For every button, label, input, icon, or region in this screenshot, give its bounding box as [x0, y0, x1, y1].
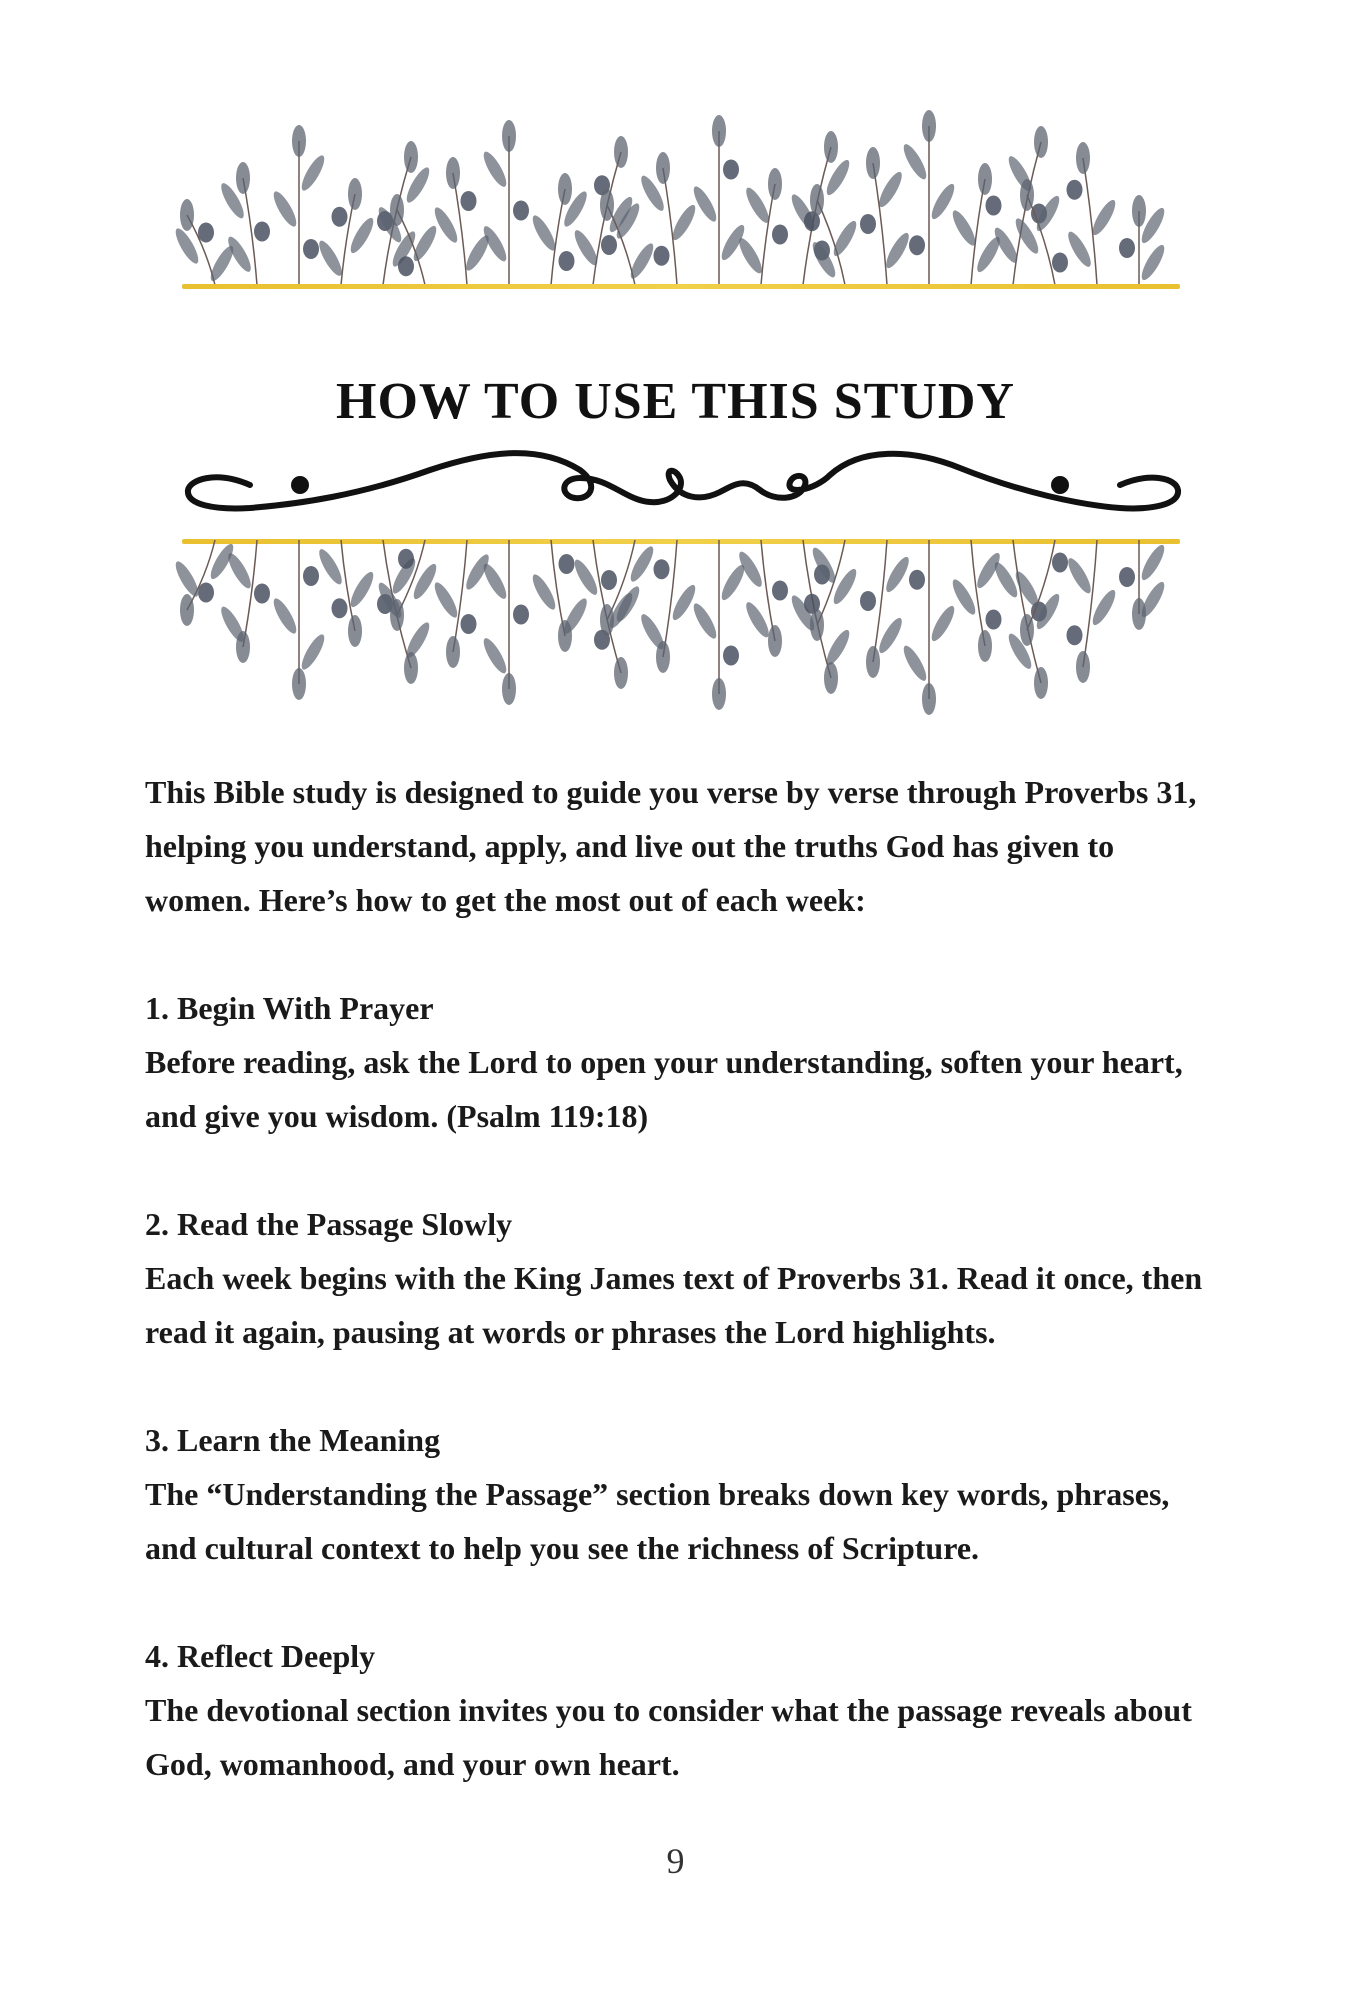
- section-read: [145, 1197, 1225, 1359]
- page-number: 9: [666, 1841, 685, 1881]
- section-heading: 1. Begin With Prayer: [145, 990, 434, 1026]
- intro-paragraph: This Bible study is designed to guide you verse by verse through Proverbs 31, helping you understand, apply, and live out the truths God has given to women. Here’s how to get the most out of each week:: [145, 774, 1197, 918]
- olive-branch-foliage-bottom-icon: [0, 535, 1351, 735]
- section-prayer: [145, 981, 1225, 1143]
- olive-branch-foliage-top-icon: [0, 100, 1351, 290]
- section-reflect: [145, 1629, 1225, 1791]
- section-body: The “Understanding the Passage” section breaks down key words, phrases, and cultural context to help you see the richness of Scripture.: [145, 1476, 1170, 1566]
- section-heading: 4. Reflect Deeply: [145, 1638, 376, 1674]
- scroll-flourish-icon: [0, 430, 1351, 520]
- section-body: The devotional section invites you to consider what the passage reveals about God, womanhood, and your own heart.: [145, 1692, 1192, 1782]
- section-heading: 3. Learn the Meaning: [145, 1422, 441, 1458]
- section-body: Each week begins with the King James text of Proverbs 31. Read it once, then read it again, pausing at words or phrases the Lord highlights.: [145, 1260, 1203, 1350]
- page-title: HOW TO USE THIS STUDY: [336, 373, 1015, 430]
- section-meaning: [145, 1413, 1225, 1575]
- gold-divider-top: [182, 284, 1180, 289]
- section-body: Before reading, ask the Lord to open your understanding, soften your heart, and give you wisdom. (Psalm 119:18): [145, 1044, 1183, 1134]
- section-heading: 2. Read the Passage Slowly: [145, 1206, 513, 1242]
- body-content: [145, 765, 1225, 1845]
